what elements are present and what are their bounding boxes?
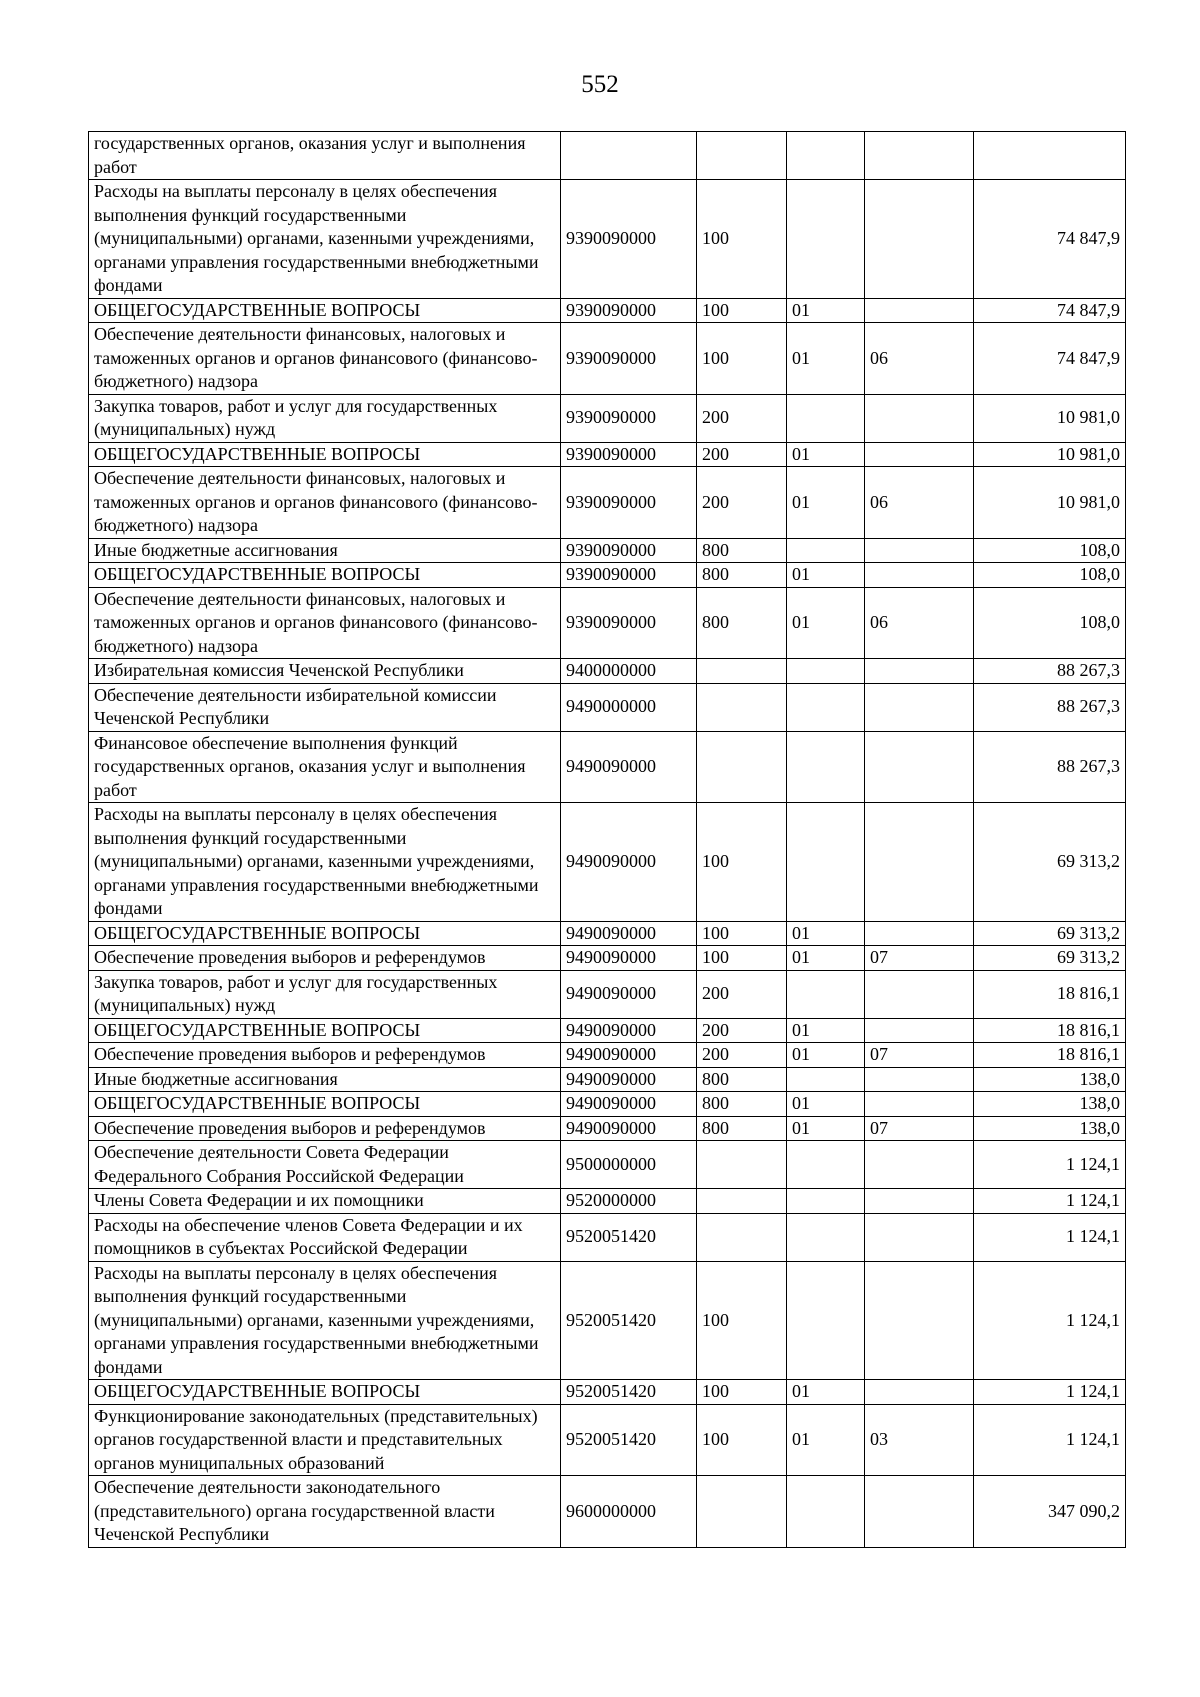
target-article-code-cell: 9390090000 bbox=[561, 538, 697, 563]
target-article-code-cell: 9390090000 bbox=[561, 180, 697, 299]
row-name-cell: Функционирование законодательных (представительных) органов государственной власти и представительных органов муниципальных образований bbox=[89, 1404, 561, 1476]
expense-type-code-cell: 100 bbox=[697, 298, 787, 323]
table-row bbox=[89, 467, 1126, 539]
amount-cell: 88 267,3 bbox=[974, 683, 1126, 731]
target-article-code-cell: 9390090000 bbox=[561, 394, 697, 442]
section-code-cell: 01 bbox=[787, 1043, 865, 1068]
amount-cell: 69 313,2 bbox=[974, 921, 1126, 946]
target-article-code-cell: 9490090000 bbox=[561, 970, 697, 1018]
subsection-code-cell bbox=[865, 538, 974, 563]
expense-type-code-cell: 100 bbox=[697, 323, 787, 395]
table-row bbox=[89, 1116, 1126, 1141]
table-row bbox=[89, 683, 1126, 731]
target-article-code-cell: 9500000000 bbox=[561, 1141, 697, 1189]
table-row bbox=[89, 1404, 1126, 1476]
row-name-cell: ОБЩЕГОСУДАРСТВЕННЫЕ ВОПРОСЫ bbox=[89, 298, 561, 323]
expense-type-code-cell: 200 bbox=[697, 394, 787, 442]
amount-cell: 74 847,9 bbox=[974, 180, 1126, 299]
target-article-code-cell: 9490090000 bbox=[561, 1092, 697, 1117]
table-row bbox=[89, 587, 1126, 659]
target-article-code-cell: 9490090000 bbox=[561, 1043, 697, 1068]
expense-type-code-cell: 800 bbox=[697, 1116, 787, 1141]
amount-cell: 74 847,9 bbox=[974, 298, 1126, 323]
expense-type-code-cell: 100 bbox=[697, 1380, 787, 1405]
target-article-code-cell: 9490090000 bbox=[561, 803, 697, 922]
subsection-code-cell bbox=[865, 563, 974, 588]
section-code-cell: 01 bbox=[787, 921, 865, 946]
subsection-code-cell bbox=[865, 1380, 974, 1405]
target-article-code-cell: 9390090000 bbox=[561, 587, 697, 659]
subsection-code-cell bbox=[865, 683, 974, 731]
section-code-cell bbox=[787, 683, 865, 731]
amount-cell: 1 124,1 bbox=[974, 1380, 1126, 1405]
section-code-cell: 01 bbox=[787, 1092, 865, 1117]
subsection-code-cell bbox=[865, 1092, 974, 1117]
target-article-code-cell: 9390090000 bbox=[561, 298, 697, 323]
target-article-code-cell: 9520000000 bbox=[561, 1189, 697, 1214]
table-row bbox=[89, 731, 1126, 803]
subsection-code-cell bbox=[865, 1213, 974, 1261]
amount-cell: 1 124,1 bbox=[974, 1213, 1126, 1261]
amount-cell: 69 313,2 bbox=[974, 946, 1126, 971]
row-name-cell: ОБЩЕГОСУДАРСТВЕННЫЕ ВОПРОСЫ bbox=[89, 1380, 561, 1405]
expense-type-code-cell bbox=[697, 1189, 787, 1214]
expense-type-code-cell: 200 bbox=[697, 1018, 787, 1043]
subsection-code-cell bbox=[865, 731, 974, 803]
amount-cell: 10 981,0 bbox=[974, 394, 1126, 442]
target-article-code-cell: 9390090000 bbox=[561, 467, 697, 539]
expense-type-code-cell bbox=[697, 132, 787, 180]
section-code-cell bbox=[787, 970, 865, 1018]
amount-cell: 1 124,1 bbox=[974, 1141, 1126, 1189]
table-row bbox=[89, 803, 1126, 922]
table-row bbox=[89, 298, 1126, 323]
row-name-cell: Расходы на выплаты персоналу в целях обеспечения выполнения функций государственными (муниципальными) органами, казенными учреждениями, органами управления государственными внебюджетными фондами bbox=[89, 180, 561, 299]
subsection-code-cell: 06 bbox=[865, 323, 974, 395]
row-name-cell: Обеспечение проведения выборов и референдумов bbox=[89, 946, 561, 971]
row-name-cell: Иные бюджетные ассигнования bbox=[89, 538, 561, 563]
table-row bbox=[89, 180, 1126, 299]
amount-cell: 88 267,3 bbox=[974, 659, 1126, 684]
subsection-code-cell bbox=[865, 1067, 974, 1092]
row-name-cell: Закупка товаров, работ и услуг для государственных (муниципальных) нужд bbox=[89, 970, 561, 1018]
amount-cell: 69 313,2 bbox=[974, 803, 1126, 922]
expense-type-code-cell bbox=[697, 1141, 787, 1189]
section-code-cell bbox=[787, 731, 865, 803]
subsection-code-cell bbox=[865, 1018, 974, 1043]
amount-cell: 10 981,0 bbox=[974, 442, 1126, 467]
expense-type-code-cell: 100 bbox=[697, 1404, 787, 1476]
row-name-cell: Расходы на обеспечение членов Совета Федерации и их помощников в субъектах Российской Федерации bbox=[89, 1213, 561, 1261]
subsection-code-cell: 03 bbox=[865, 1404, 974, 1476]
section-code-cell bbox=[787, 132, 865, 180]
target-article-code-cell: 9520051420 bbox=[561, 1380, 697, 1405]
row-name-cell: Расходы на выплаты персоналу в целях обеспечения выполнения функций государственными (муниципальными) органами, казенными учреждениями, органами управления государственными внебюджетными фондами bbox=[89, 1261, 561, 1380]
expense-type-code-cell: 800 bbox=[697, 563, 787, 588]
section-code-cell bbox=[787, 803, 865, 922]
page-number: 552 bbox=[581, 71, 619, 98]
table-row bbox=[89, 132, 1126, 180]
section-code-cell bbox=[787, 1067, 865, 1092]
expense-type-code-cell: 800 bbox=[697, 1067, 787, 1092]
target-article-code-cell: 9400000000 bbox=[561, 659, 697, 684]
section-code-cell: 01 bbox=[787, 467, 865, 539]
section-code-cell: 01 bbox=[787, 587, 865, 659]
subsection-code-cell bbox=[865, 442, 974, 467]
amount-cell: 1 124,1 bbox=[974, 1404, 1126, 1476]
row-name-cell: Закупка товаров, работ и услуг для государственных (муниципальных) нужд bbox=[89, 394, 561, 442]
target-article-code-cell: 9520051420 bbox=[561, 1213, 697, 1261]
table-row bbox=[89, 1476, 1126, 1548]
subsection-code-cell bbox=[865, 1261, 974, 1380]
table-row bbox=[89, 1092, 1126, 1117]
table-row bbox=[89, 659, 1126, 684]
row-name-cell: Иные бюджетные ассигнования bbox=[89, 1067, 561, 1092]
table-row bbox=[89, 946, 1126, 971]
section-code-cell bbox=[787, 1189, 865, 1214]
table-row bbox=[89, 1380, 1126, 1405]
subsection-code-cell: 07 bbox=[865, 1116, 974, 1141]
row-name-cell: Обеспечение проведения выборов и референдумов bbox=[89, 1116, 561, 1141]
expense-type-code-cell: 800 bbox=[697, 538, 787, 563]
section-code-cell bbox=[787, 1261, 865, 1380]
subsection-code-cell bbox=[865, 298, 974, 323]
section-code-cell: 01 bbox=[787, 323, 865, 395]
target-article-code-cell: 9490090000 bbox=[561, 921, 697, 946]
amount-cell: 347 090,2 bbox=[974, 1476, 1126, 1548]
table-row bbox=[89, 1141, 1126, 1189]
row-name-cell: ОБЩЕГОСУДАРСТВЕННЫЕ ВОПРОСЫ bbox=[89, 1092, 561, 1117]
row-name-cell: ОБЩЕГОСУДАРСТВЕННЫЕ ВОПРОСЫ bbox=[89, 921, 561, 946]
target-article-code-cell: 9490090000 bbox=[561, 1018, 697, 1043]
expense-type-code-cell: 800 bbox=[697, 1092, 787, 1117]
row-name-cell: ОБЩЕГОСУДАРСТВЕННЫЕ ВОПРОСЫ bbox=[89, 442, 561, 467]
row-name-cell: Обеспечение деятельности финансовых, налоговых и таможенных органов и органов финансового (финансово-бюджетного) надзора bbox=[89, 587, 561, 659]
section-code-cell bbox=[787, 538, 865, 563]
target-article-code-cell: 9490090000 bbox=[561, 731, 697, 803]
budget-table bbox=[88, 131, 1126, 1548]
row-name-cell: Обеспечение деятельности избирательной комиссии Чеченской Республики bbox=[89, 683, 561, 731]
target-article-code-cell: 9490090000 bbox=[561, 1067, 697, 1092]
section-code-cell: 01 bbox=[787, 1380, 865, 1405]
section-code-cell: 01 bbox=[787, 946, 865, 971]
amount-cell bbox=[974, 132, 1126, 180]
section-code-cell: 01 bbox=[787, 298, 865, 323]
expense-type-code-cell: 100 bbox=[697, 1261, 787, 1380]
expense-type-code-cell bbox=[697, 683, 787, 731]
row-name-cell: Члены Совета Федерации и их помощники bbox=[89, 1189, 561, 1214]
table-row bbox=[89, 1018, 1126, 1043]
row-name-cell: ОБЩЕГОСУДАРСТВЕННЫЕ ВОПРОСЫ bbox=[89, 563, 561, 588]
target-article-code-cell: 9390090000 bbox=[561, 442, 697, 467]
expense-type-code-cell bbox=[697, 1476, 787, 1548]
expense-type-code-cell: 200 bbox=[697, 970, 787, 1018]
table-row bbox=[89, 1213, 1126, 1261]
row-name-cell: Обеспечение деятельности Совета Федерации Федерального Собрания Российской Федерации bbox=[89, 1141, 561, 1189]
subsection-code-cell: 06 bbox=[865, 587, 974, 659]
table-row bbox=[89, 970, 1126, 1018]
target-article-code-cell: 9390090000 bbox=[561, 563, 697, 588]
table-row bbox=[89, 323, 1126, 395]
expense-type-code-cell: 200 bbox=[697, 467, 787, 539]
expense-type-code-cell bbox=[697, 731, 787, 803]
target-article-code-cell: 9520051420 bbox=[561, 1261, 697, 1380]
table-row bbox=[89, 1189, 1126, 1214]
target-article-code-cell: 9490090000 bbox=[561, 946, 697, 971]
subsection-code-cell bbox=[865, 1476, 974, 1548]
expense-type-code-cell bbox=[697, 659, 787, 684]
section-code-cell bbox=[787, 394, 865, 442]
table-row bbox=[89, 1067, 1126, 1092]
target-article-code-cell: 9600000000 bbox=[561, 1476, 697, 1548]
amount-cell: 18 816,1 bbox=[974, 970, 1126, 1018]
amount-cell: 108,0 bbox=[974, 563, 1126, 588]
amount-cell: 1 124,1 bbox=[974, 1261, 1126, 1380]
row-name-cell: Обеспечение деятельности законодательного (представительного) органа государственной власти Чеченской Республики bbox=[89, 1476, 561, 1548]
subsection-code-cell bbox=[865, 659, 974, 684]
amount-cell: 138,0 bbox=[974, 1067, 1126, 1092]
subsection-code-cell bbox=[865, 1189, 974, 1214]
amount-cell: 108,0 bbox=[974, 587, 1126, 659]
row-name-cell: Расходы на выплаты персоналу в целях обеспечения выполнения функций государственными (муниципальными) органами, казенными учреждениями, органами управления государственными внебюджетными фондами bbox=[89, 803, 561, 922]
section-code-cell: 01 bbox=[787, 442, 865, 467]
expense-type-code-cell: 200 bbox=[697, 442, 787, 467]
expense-type-code-cell: 200 bbox=[697, 1043, 787, 1068]
amount-cell: 1 124,1 bbox=[974, 1189, 1126, 1214]
target-article-code-cell: 9520051420 bbox=[561, 1404, 697, 1476]
table-row bbox=[89, 1261, 1126, 1380]
section-code-cell bbox=[787, 1141, 865, 1189]
row-name-cell: Финансовое обеспечение выполнения функций государственных органов, оказания услуг и выполнения работ bbox=[89, 731, 561, 803]
expense-type-code-cell: 100 bbox=[697, 921, 787, 946]
section-code-cell bbox=[787, 180, 865, 299]
table-row bbox=[89, 921, 1126, 946]
section-code-cell: 01 bbox=[787, 1116, 865, 1141]
subsection-code-cell: 07 bbox=[865, 946, 974, 971]
row-name-cell: ОБЩЕГОСУДАРСТВЕННЫЕ ВОПРОСЫ bbox=[89, 1018, 561, 1043]
expense-type-code-cell: 800 bbox=[697, 587, 787, 659]
subsection-code-cell bbox=[865, 803, 974, 922]
subsection-code-cell bbox=[865, 970, 974, 1018]
target-article-code-cell: 9490090000 bbox=[561, 1116, 697, 1141]
subsection-code-cell: 06 bbox=[865, 467, 974, 539]
row-name-cell: Обеспечение деятельности финансовых, налоговых и таможенных органов и органов финансового (финансово-бюджетного) надзора bbox=[89, 467, 561, 539]
table-row bbox=[89, 1043, 1126, 1068]
amount-cell: 138,0 bbox=[974, 1116, 1126, 1141]
table-row bbox=[89, 563, 1126, 588]
section-code-cell bbox=[787, 1213, 865, 1261]
amount-cell: 10 981,0 bbox=[974, 467, 1126, 539]
subsection-code-cell: 07 bbox=[865, 1043, 974, 1068]
expense-type-code-cell: 100 bbox=[697, 180, 787, 299]
amount-cell: 74 847,9 bbox=[974, 323, 1126, 395]
amount-cell: 18 816,1 bbox=[974, 1043, 1126, 1068]
subsection-code-cell bbox=[865, 394, 974, 442]
amount-cell: 108,0 bbox=[974, 538, 1126, 563]
section-code-cell: 01 bbox=[787, 563, 865, 588]
subsection-code-cell bbox=[865, 180, 974, 299]
section-code-cell bbox=[787, 1476, 865, 1548]
expense-type-code-cell bbox=[697, 1213, 787, 1261]
section-code-cell: 01 bbox=[787, 1404, 865, 1476]
table-row bbox=[89, 442, 1126, 467]
target-article-code-cell bbox=[561, 132, 697, 180]
section-code-cell bbox=[787, 659, 865, 684]
amount-cell: 18 816,1 bbox=[974, 1018, 1126, 1043]
amount-cell: 138,0 bbox=[974, 1092, 1126, 1117]
expense-type-code-cell: 100 bbox=[697, 803, 787, 922]
subsection-code-cell bbox=[865, 921, 974, 946]
budget-table-body bbox=[89, 132, 1126, 1548]
expense-type-code-cell: 100 bbox=[697, 946, 787, 971]
subsection-code-cell bbox=[865, 1141, 974, 1189]
table-row bbox=[89, 538, 1126, 563]
subsection-code-cell bbox=[865, 132, 974, 180]
target-article-code-cell: 9490000000 bbox=[561, 683, 697, 731]
table-row bbox=[89, 394, 1126, 442]
target-article-code-cell: 9390090000 bbox=[561, 323, 697, 395]
row-name-cell: Избирательная комиссия Чеченской Республики bbox=[89, 659, 561, 684]
amount-cell: 88 267,3 bbox=[974, 731, 1126, 803]
row-name-cell: государственных органов, оказания услуг и выполнения работ bbox=[89, 132, 561, 180]
row-name-cell: Обеспечение деятельности финансовых, налоговых и таможенных органов и органов финансового (финансово-бюджетного) надзора bbox=[89, 323, 561, 395]
row-name-cell: Обеспечение проведения выборов и референдумов bbox=[89, 1043, 561, 1068]
section-code-cell: 01 bbox=[787, 1018, 865, 1043]
